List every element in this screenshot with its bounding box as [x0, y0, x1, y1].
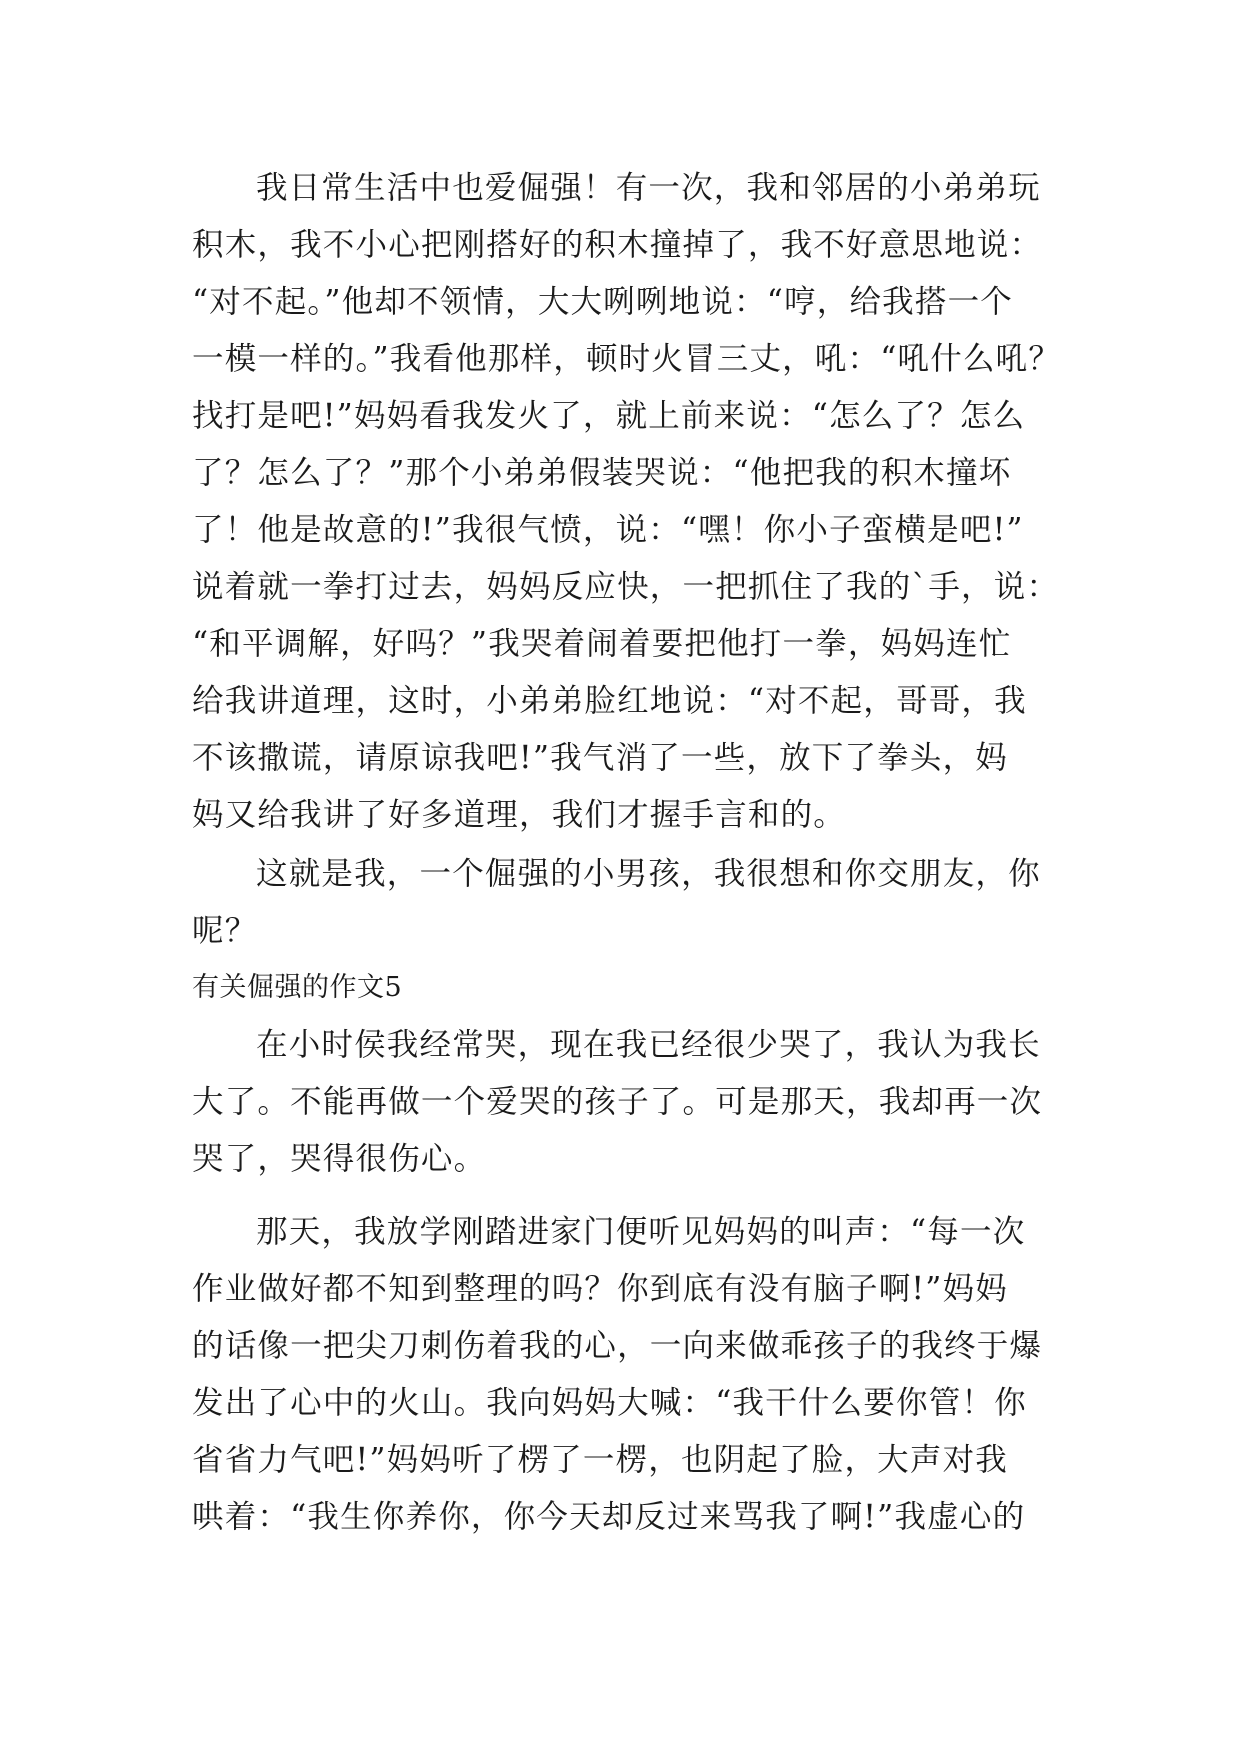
essay-heading: 有关倔强的作文5 [192, 972, 403, 1003]
text-line: 的话像一把尖刀刺伤着我的心，一向来做乖孩子的我终于爆 [192, 1328, 1043, 1364]
text-line: 给我讲道理，这时，小弟弟脸红地说：“对不起，哥哥，我 [192, 683, 1027, 719]
text-line: 我日常生活中也爱倔强！有一次，我和邻居的小弟弟玩 [256, 170, 1041, 206]
text-line: 在小时侯我经常哭，现在我已经很少哭了，我认为我长 [256, 1027, 1041, 1063]
text-line: 这就是我，一个倔强的小男孩，我很想和你交朋友，你 [256, 856, 1041, 892]
text-line: 大了。不能再做一个爱哭的孩子了。可是那天，我却再一次 [192, 1084, 1043, 1120]
text-line: 找打是吧!”妈妈看我发火了，就上前来说：“怎么了？怎么 [192, 398, 1026, 434]
text-line: 那天，我放学刚踏进家门便听见妈妈的叫声：“每一次 [256, 1214, 1026, 1250]
text-line: 一模一样的。”我看他那样，顿时火冒三丈，吼：“吼什么吼？ [192, 341, 1062, 377]
text-line: 积木，我不小心把刚搭好的积木撞掉了，我不好意思地说： [192, 227, 1043, 263]
text-line: 不该撒谎，请原谅我吧!”我气消了一些，放下了拳头，妈 [192, 740, 1008, 776]
text-line: 了？怎么了？”那个小弟弟假装哭说：“他把我的积木撞坏 [192, 455, 1012, 491]
text-line: 作业做好都不知到整理的吗？你到底有没有脑子啊!”妈妈 [192, 1271, 1008, 1307]
text-line: 哄着：“我生你养你，你今天却反过来骂我了啊!”我虚心的 [192, 1499, 1026, 1535]
text-line: 省省力气吧!”妈妈听了楞了一楞，也阴起了脸，大声对我 [192, 1442, 1008, 1478]
text-line: 妈又给我讲了好多道理，我们才握手言和的。 [192, 797, 847, 833]
text-line: “对不起。”他却不领情，大大咧咧地说：“哼，给我搭一个 [192, 284, 1013, 320]
text-line: 哭了，哭得很伤心。 [192, 1141, 487, 1177]
text-line: 了！他是故意的!”我很气愤，说：“嘿！你小子蛮横是吧!” [192, 512, 1024, 548]
text-line: 说着就一拳打过去，妈妈反应快，一把抓住了我的`手，说： [192, 569, 1060, 605]
text-line: 呢？ [192, 913, 258, 949]
text-line: 发出了心中的火山。我向妈妈大喊：“我干什么要你管！你 [192, 1385, 1027, 1421]
text-line: “和平调解，好吗？”我哭着闹着要把他打一拳，妈妈连忙 [192, 626, 1012, 662]
